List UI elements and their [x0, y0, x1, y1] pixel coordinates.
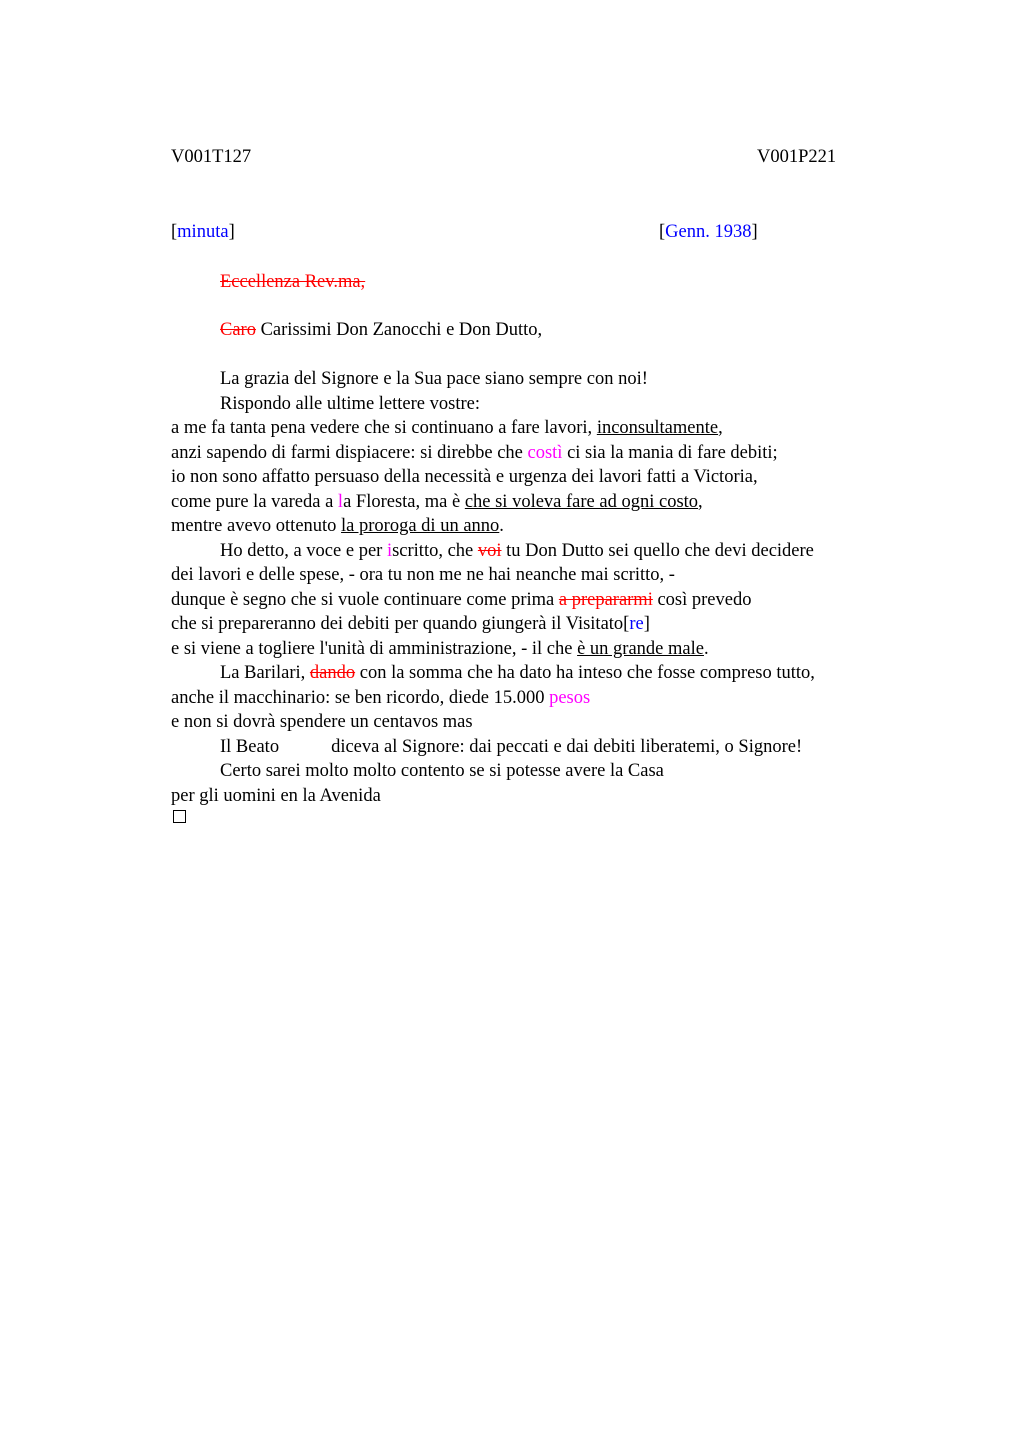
document-code-left: V001T127 [171, 147, 252, 167]
inserted-word: costì [527, 443, 563, 463]
text-segment: diceva al Signore: dai peccati e dai debiti liberatemi, o Signore! [331, 737, 803, 757]
date-note: [Genn. 1938] [659, 222, 758, 242]
body-line-10: che si prepareranno dei debiti per quando giungerà il Visitato[re] [171, 614, 650, 634]
body-line-13 [171, 686, 590, 710]
body-line-15 [220, 735, 802, 759]
body-line-8: dei lavori e delle spese, - ora tu non me ne hai neanche mai scritto, - [171, 565, 675, 585]
text-segment: La Barilari, [220, 663, 310, 683]
text-segment: tu Don Dutto sei quello che devi decidere [501, 541, 814, 561]
missing-glyph-box [173, 810, 186, 823]
type-note: [minuta] [171, 222, 235, 242]
body-line-16: Certo sarei molto molto contento se si potesse avere la Casa [220, 761, 664, 781]
body-line-11 [171, 637, 709, 661]
underlined-phrase: è un grande male [577, 639, 704, 659]
text-segment: e si viene a togliere l'unità di amministrazione, - il che [171, 639, 578, 659]
deleted-phrase: a prepararmi [558, 590, 653, 610]
blessing-line: La grazia del Signore e la Sua pace siano sempre con noi! [220, 369, 648, 389]
text-segment: scritto, che [392, 541, 478, 561]
body-line-7 [220, 539, 814, 563]
text-segment: ci sia la mania di fare debiti; [562, 443, 778, 463]
underlined-word: inconsultamente [596, 418, 719, 438]
text-segment: , [718, 418, 723, 438]
salutation: Carissimi Don Zanocchi e Don Dutto, [260, 320, 543, 340]
text-segment: a me fa tanta pena vedere che si continuano a fare lavori, [171, 418, 597, 438]
body-line-9 [171, 588, 751, 612]
text-segment: Il Beato [220, 737, 280, 757]
text-segment: anzi sapendo di farmi dispiacere: si direbbe che [171, 443, 528, 463]
type-note-text: minuta [177, 222, 229, 242]
greeting-deleted: Eccellenza Rev.ma, [220, 272, 366, 292]
text-segment: così prevedo [652, 590, 752, 610]
document-code-right: V001P221 [757, 147, 837, 167]
inserted-letter: l [337, 492, 344, 512]
date-note-text: Genn. 1938 [665, 222, 752, 242]
underlined-phrase: la proroga di un anno [341, 516, 500, 536]
salutation-line [220, 318, 542, 342]
text-segment: , [698, 492, 703, 512]
deleted-word: dando [309, 663, 356, 683]
body-line-5 [171, 490, 703, 514]
body-line-14: e non si dovrà spendere un centavos mas [171, 712, 473, 732]
text-segment: Ho detto, a voce e per [220, 541, 387, 561]
body-line-12 [220, 661, 815, 685]
body-line-6 [171, 514, 504, 538]
text-segment: con la somma che ha dato ha inteso che fosse compreso tutto, [355, 663, 815, 683]
inserted-word: pesos [549, 688, 591, 708]
body-line-1: Rispondo alle ultime lettere vostre: [220, 394, 480, 414]
body-line-2 [171, 416, 723, 440]
text-segment: dunque è segno che si vuole continuare come prima [171, 590, 559, 610]
text-segment: come pure la vareda a [171, 492, 338, 512]
body-line-3 [171, 441, 778, 465]
editorial-completion: re [629, 614, 644, 634]
text-segment: . [499, 516, 504, 536]
text-segment: a Floresta, ma è [343, 492, 465, 512]
greeting-line [220, 270, 365, 294]
text-segment: che si prepareranno dei debiti per quando giungerà il Visitato [171, 614, 624, 634]
inserted-letter: i [386, 541, 393, 561]
salutation-deleted: Caro [220, 320, 256, 340]
body-line-4: io non sono affatto persuaso della necessità e urgenza dei lavori fatti a Victoria, [171, 467, 758, 487]
body-line-17: per gli uomini en la Avenida [171, 786, 381, 806]
text-segment: mentre avevo ottenuto [171, 516, 342, 536]
text-segment: anche il macchinario: se ben ricordo, diede 15.000 [171, 688, 550, 708]
deleted-word: voi [477, 541, 502, 561]
text-segment: . [703, 639, 709, 659]
underlined-phrase: che si voleva fare ad ogni costo [464, 492, 699, 512]
